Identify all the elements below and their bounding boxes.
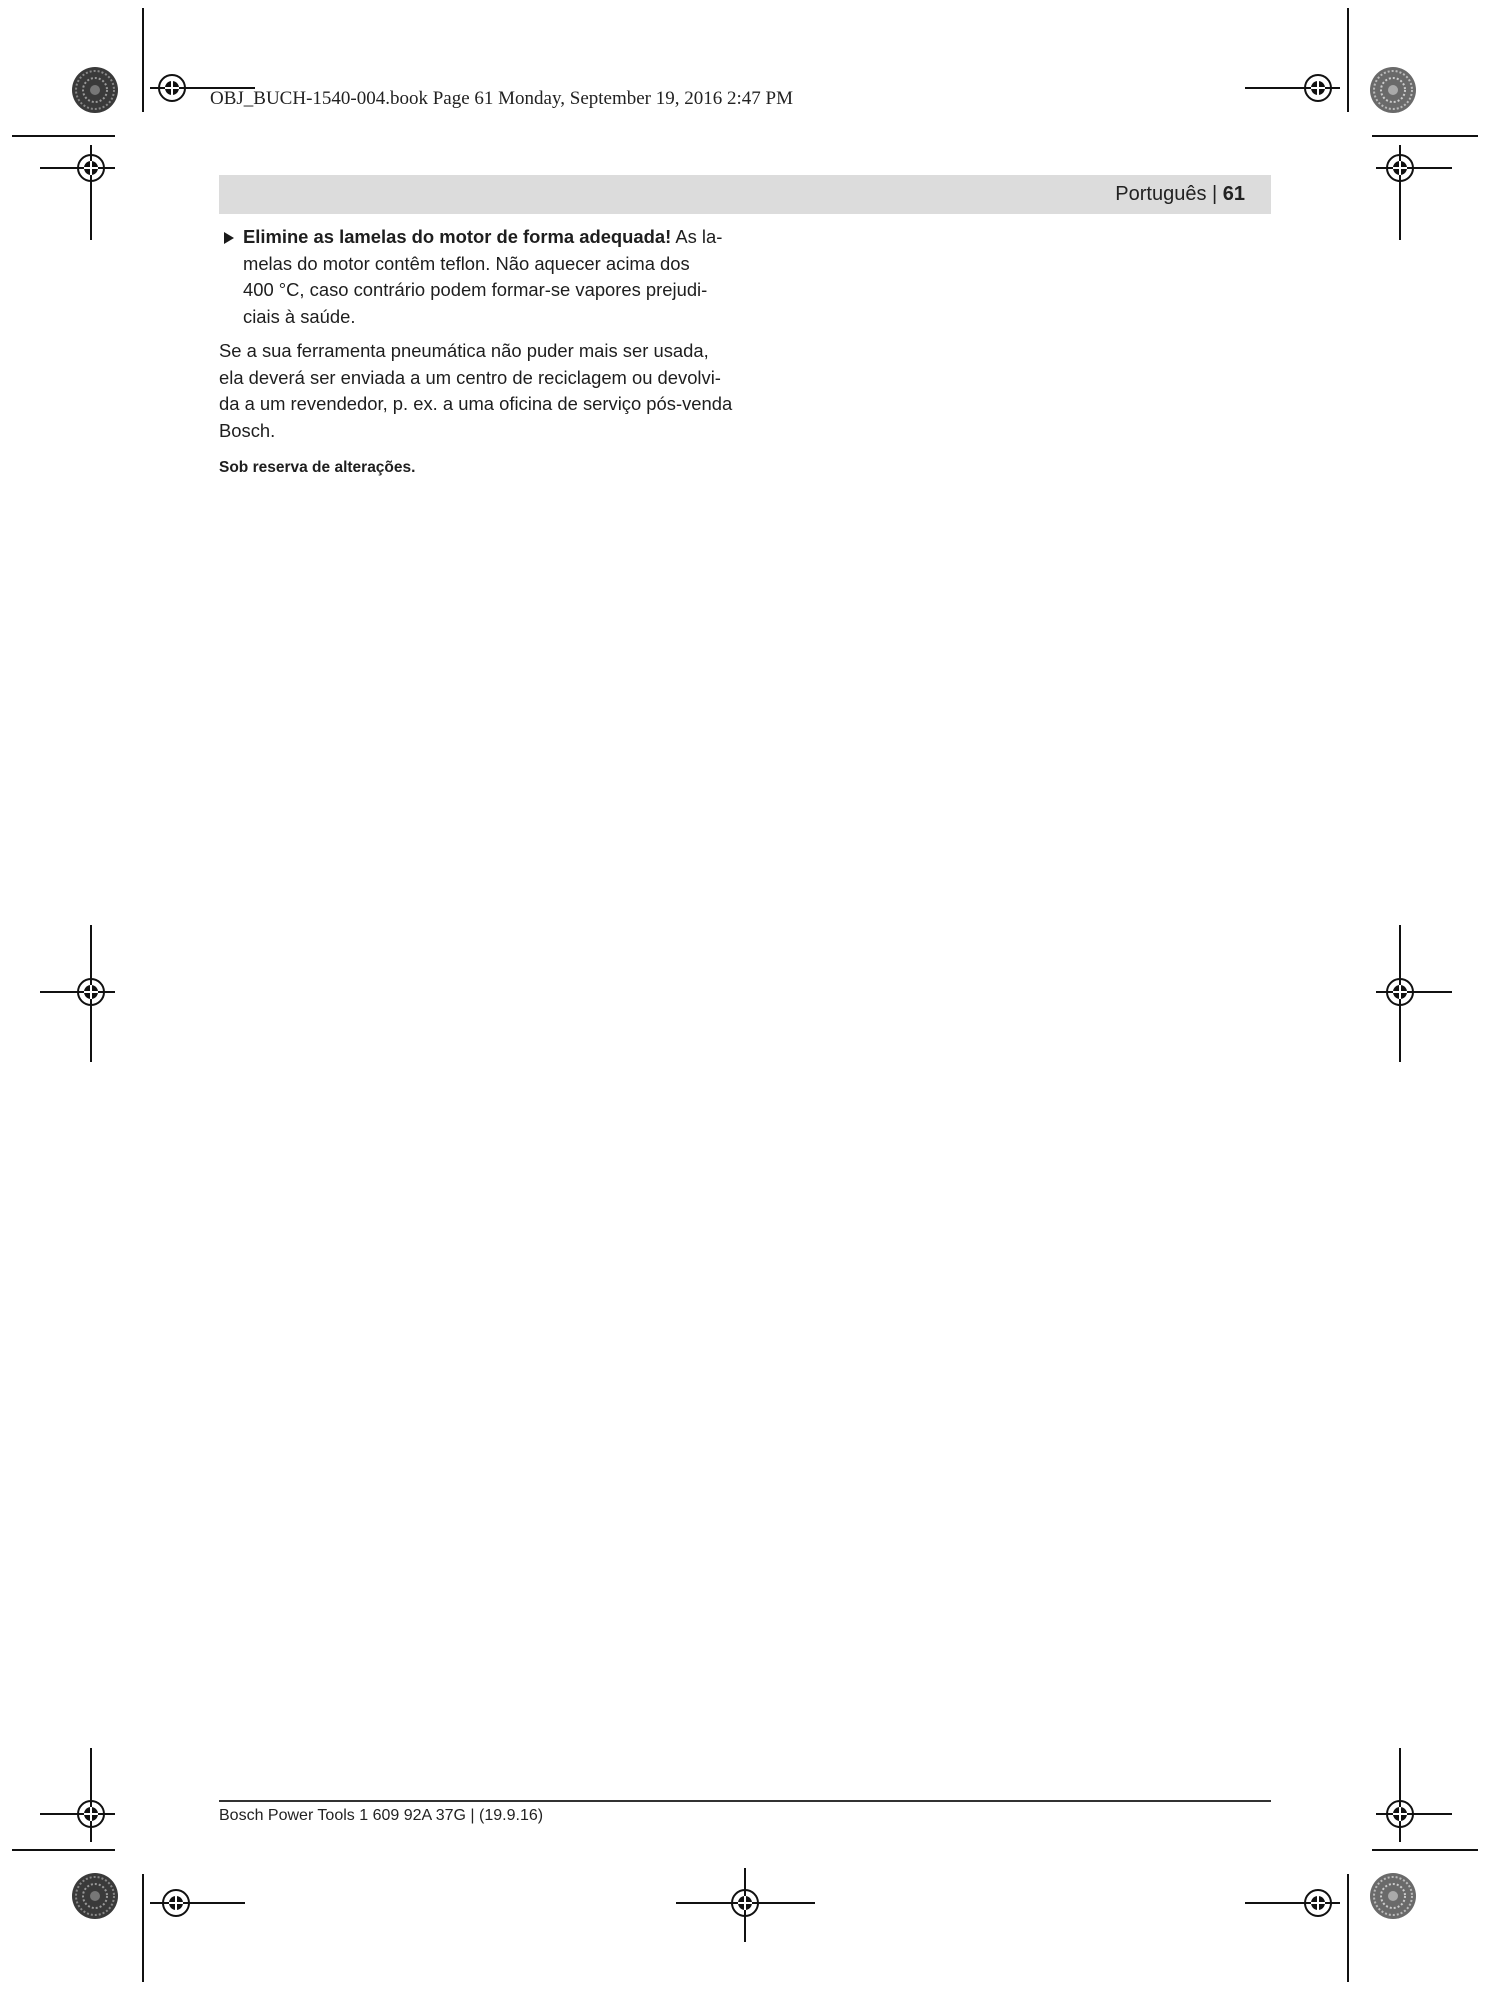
footer-rule [219,1800,1271,1802]
print-slug: OBJ_BUCH-1540-004.book Page 61 Monday, September 19, 2016 2:47 PM [210,88,793,109]
bullet-line-1: melas do motor contêm teflon. Não aquecer acima dos [243,252,690,274]
disposal-paragraph [219,338,739,444]
footer-text: Bosch Power Tools 1 609 92A 37G | (19.9.16) [219,1807,544,1824]
paragraph-line-0: Se a sua ferramenta pneumática não puder mais ser usada, [219,340,709,361]
color-wheel-icon [1370,1873,1416,1919]
bullet-line-0: As la- [671,226,723,247]
text-column [219,224,739,480]
color-wheel-icon [72,1873,118,1919]
bullet-line-3: ciais à saúde. [243,305,356,327]
header-language: Português [1115,183,1207,205]
header-language-page [1115,175,1245,214]
page-header [219,175,1271,214]
bullet-lead: Elimine as lamelas do motor de forma adequada! [243,226,672,247]
bullet-line [243,224,739,251]
paragraph-line-2: da a um revendedor, p. ex. a uma oficina de serviço pós-venda [219,393,733,414]
paragraph-line-3: Bosch. [219,419,276,441]
bullet-triangle-icon [224,232,234,244]
reserve-note: Sob reserva de alterações. [219,459,416,476]
color-wheel-icon [72,67,118,113]
bullet-line-2: 400 °C, caso contrário podem formar-se vapores prejudi- [243,279,708,300]
header-separator: | [1206,183,1223,205]
paragraph-line-1: ela deverá ser enviada a um centro de reciclagem ou devolvi- [219,366,721,388]
color-wheel-icon [1370,67,1416,113]
warning-bullet [219,224,739,330]
page-number: 61 [1222,183,1245,205]
